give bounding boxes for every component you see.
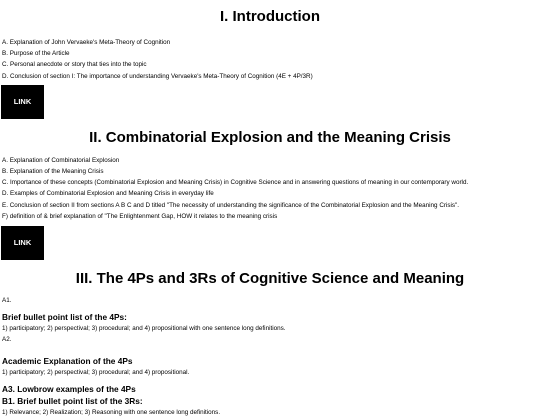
outline-item: E. Conclusion of section II from sections A B C and D titled "The necessity of understanding the significance of the Combinatorial Explosion and the Meaning Crisis". [2, 201, 460, 209]
outline-item: A. Explanation of Combinatorial Explosion [2, 156, 120, 164]
section-1-link-button[interactable]: LINK [1, 85, 44, 119]
section-3-body [0, 295, 540, 418]
outline-item: B. Purpose of the Article [2, 50, 70, 58]
paragraph: 1) participatory; 2) perspectival; 3) procedural; and 4) propositional. [2, 368, 190, 376]
section-3-title: III. The 4Ps and 3Rs of Cognitive Science and Meaning [75, 270, 465, 288]
outline-item: A. Explanation of John Vervaeke's Meta-Theory of Cognition [2, 39, 171, 46]
subheading: B1. Brief bullet point list of the 3Rs: [2, 395, 143, 406]
outline-item: C. Personal anecdote or story that ties into the topic [2, 61, 147, 69]
section-1-outline [0, 37, 540, 82]
subheading: Brief bullet point list of the 4Ps: [2, 312, 127, 323]
outline-item: B. Explanation of the Meaning Crisis [2, 168, 104, 176]
article-page [0, 8, 540, 416]
section-1-title: I. Introduction [220, 8, 320, 25]
section-2-outline [0, 155, 540, 222]
section-2-link-button[interactable]: LINK [1, 226, 44, 260]
outline-item: C. Importance of these concepts (Combinatorial Explosion and Meaning Crisis) in Cognitive Science and in answering questions of meaning in our contemporary world. [2, 179, 469, 187]
outline-item: D. Examples of Combinatorial Explosion and Meaning Crisis in everyday life [2, 190, 214, 198]
subheading: A3. Lowbrow examples of the 4Ps [2, 383, 136, 394]
paragraph: 1) Relevance; 2) Realization; 3) Reasoning with one sentence long definitions. [2, 408, 221, 416]
item-label: A1. [2, 297, 12, 305]
item-label: A2. [2, 336, 12, 344]
subheading: Academic Explanation of the 4Ps [2, 355, 133, 366]
section-2-title: II. Combinatorial Explosion and the Meaning Crisis [89, 128, 451, 146]
outline-item: F) definition of & brief explanation of "The Enlightenment Gap, HOW it relates to the meaning crisis [2, 212, 278, 220]
paragraph: 1) participatory; 2) perspectival; 3) procedural; and 4) propositional with one sentence long definitions. [2, 325, 286, 333]
outline-item: D. Conclusion of section I: The importance of understanding Vervaeke's Meta-Theory of Cognition (4E + 4P/3R) [2, 72, 313, 80]
